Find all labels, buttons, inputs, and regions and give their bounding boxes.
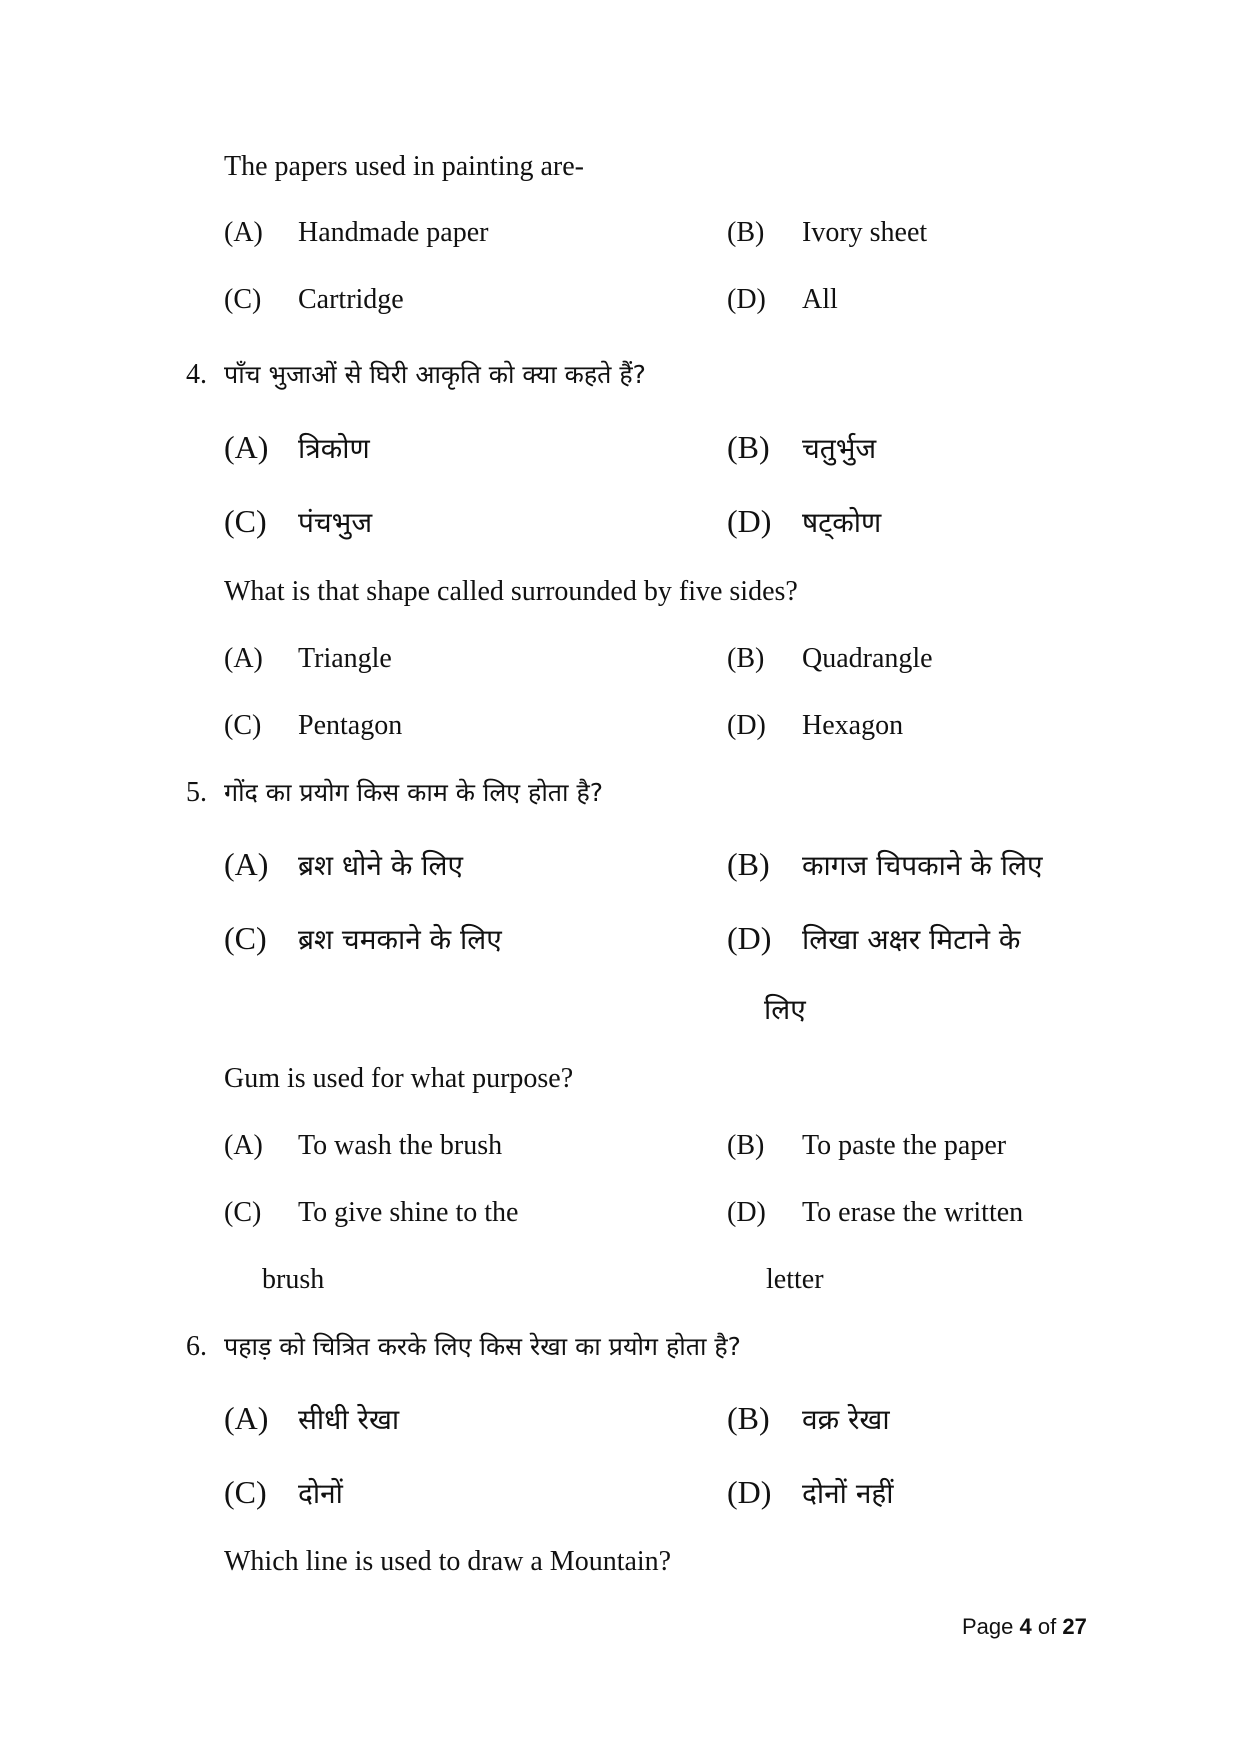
option-letter-d: (D) (727, 503, 772, 539)
option-letter-c: (C) (224, 710, 262, 741)
option-text-a: सीधी रेखा (298, 1403, 400, 1436)
question-6-number: 6. (186, 1331, 207, 1362)
option-letter-c: (C) (224, 1474, 267, 1510)
option-text-c: पंचभुज (298, 506, 373, 539)
option-text-c-continuation: brush (262, 1264, 325, 1295)
option-text-b: चतुर्भुज (802, 432, 877, 465)
option-letter-a: (A) (224, 217, 263, 248)
option-text-b: To paste the paper (802, 1130, 1007, 1161)
option-letter-c: (C) (224, 284, 262, 315)
option-letter-b: (B) (727, 217, 765, 248)
option-letter-a: (A) (224, 429, 269, 465)
footer-prefix: Page (962, 1614, 1014, 1639)
option-text-d: Hexagon (802, 710, 904, 741)
question-4-english-stem: What is that shape called surrounded by five sides? (224, 576, 798, 607)
question-4-number: 4. (186, 359, 207, 390)
option-text-a: Handmade paper (298, 217, 489, 248)
footer-current-page: 4 (1019, 1614, 1032, 1639)
question-5-hindi-stem: गोंद का प्रयोग किस काम के लिए होता है? (224, 778, 604, 807)
question-6-hindi-stem: पहाड़ को चित्रित करके लिए किस रेखा का प्रयोग होता है? (224, 1332, 741, 1361)
question-5-number: 5. (186, 777, 207, 808)
option-letter-d: (D) (727, 284, 766, 315)
option-text-d: लिखा अक्षर मिटाने के (802, 923, 1021, 956)
option-letter-a: (A) (224, 643, 263, 674)
option-letter-a: (A) (224, 846, 269, 882)
option-text-d: दोनों नहीं (802, 1477, 894, 1510)
page-number-footer (962, 1613, 1087, 1641)
option-text-a: Triangle (298, 643, 392, 674)
option-letter-c: (C) (224, 1197, 262, 1228)
option-letter-c: (C) (224, 920, 267, 956)
option-text-b: Ivory sheet (802, 217, 928, 248)
option-letter-a: (A) (224, 1400, 269, 1436)
option-letter-b: (B) (727, 1130, 765, 1161)
option-text-d: All (802, 284, 838, 315)
option-letter-d: (D) (727, 710, 766, 741)
option-text-c: ब्रश चमकाने के लिए (298, 923, 502, 956)
option-text-a: To wash the brush (298, 1130, 503, 1161)
option-text-b: कागज चिपकाने के लिए (802, 849, 1043, 882)
option-text-a: त्रिकोण (298, 432, 370, 465)
option-text-c: Pentagon (298, 710, 403, 741)
option-text-c: To give shine to the (298, 1197, 519, 1228)
option-text-d-continuation: letter (766, 1264, 824, 1295)
option-text-d: षट्कोण (802, 506, 882, 539)
option-text-a: ब्रश धोने के लिए (298, 849, 463, 882)
option-letter-b: (B) (727, 846, 770, 882)
question-5-english-stem: Gum is used for what purpose? (224, 1063, 574, 1094)
footer-of: of (1037, 1614, 1057, 1639)
question-3-english-stem: The papers used in painting are- (224, 151, 584, 182)
option-text-c: Cartridge (298, 284, 404, 315)
option-text-d-continuation: लिए (764, 993, 806, 1026)
option-letter-c: (C) (224, 503, 267, 539)
option-text-b: वक्र रेखा (802, 1403, 890, 1436)
option-letter-a: (A) (224, 1130, 263, 1161)
option-letter-d: (D) (727, 1474, 772, 1510)
option-letter-b: (B) (727, 429, 770, 465)
question-6-english-stem: Which line is used to draw a Mountain? (224, 1546, 672, 1577)
option-text-d: To erase the written (802, 1197, 1024, 1228)
option-letter-b: (B) (727, 1400, 770, 1436)
option-letter-d: (D) (727, 1197, 766, 1228)
footer-total-pages: 27 (1062, 1614, 1087, 1639)
option-letter-b: (B) (727, 643, 765, 674)
option-text-c: दोनों (298, 1477, 343, 1510)
option-letter-d: (D) (727, 920, 772, 956)
option-text-b: Quadrangle (802, 643, 933, 674)
question-4-hindi-stem: पाँच भुजाओं से घिरी आकृति को क्या कहते हैं? (224, 360, 646, 389)
